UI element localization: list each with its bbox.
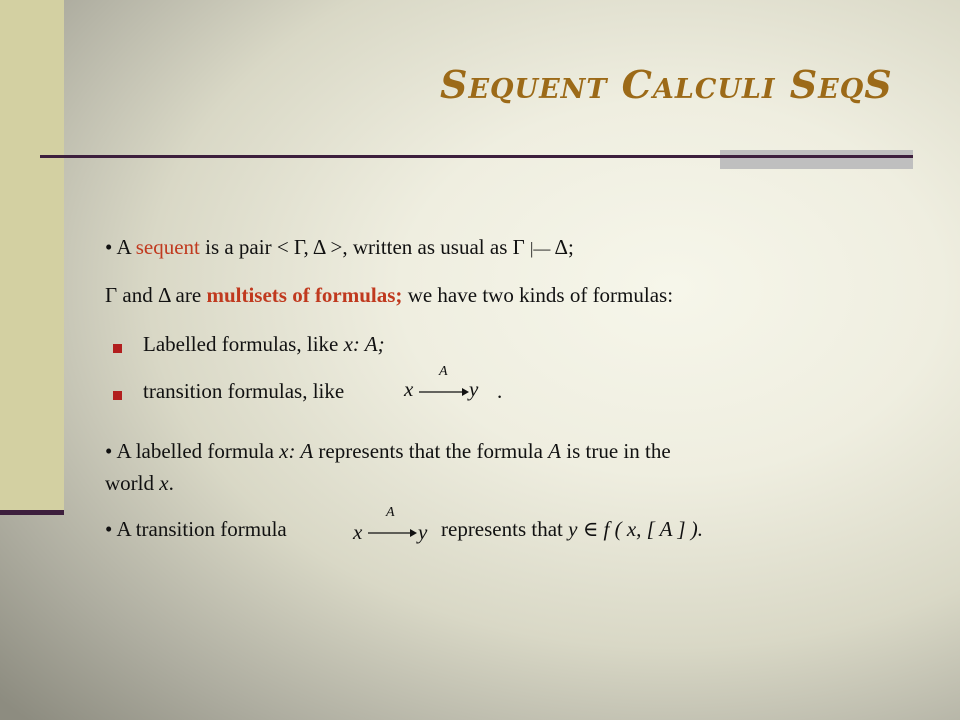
bullet-sequent — [105, 235, 574, 260]
bullet-transition-formula — [105, 517, 287, 542]
bullet2-line2-start: world — [105, 471, 160, 495]
square-bullet-icon — [113, 344, 122, 353]
bullet1-end: Δ; — [550, 235, 574, 259]
square-bullet-icon — [113, 391, 122, 400]
line2-end: we have two kinds of formulas: — [402, 283, 674, 307]
sub2-text: transition formulas, like — [143, 379, 345, 403]
bullet2-line2-var: x — [159, 471, 169, 495]
bullet-labelled-formula — [105, 439, 671, 464]
bullet3-label: A — [386, 505, 395, 520]
sub2-end: . — [497, 379, 503, 403]
bullet2-formula: x: A — [279, 439, 314, 463]
sub1-text: Labelled formulas, like — [143, 332, 344, 356]
transition-arrow-icon — [418, 384, 470, 398]
sub2-x: x — [404, 377, 414, 401]
sub-item-labelled — [143, 332, 385, 357]
sub2-label: A — [439, 364, 448, 379]
line2-start: Γ and Δ are — [105, 283, 207, 307]
sub-item-transition — [143, 379, 344, 404]
term-sequent: sequent — [135, 235, 200, 259]
term-multisets: multisets of formulas; — [206, 283, 403, 307]
bullet2-end: is true in the — [561, 439, 671, 463]
slide-title: Sequent Calculi SeqS — [440, 62, 893, 107]
bullet3-prefix: • A transition formula — [105, 517, 287, 541]
bullet1-prefix: • A — [105, 235, 136, 259]
bullet1-mid: is a pair < Γ, Δ >, written as usual as Γ — [199, 235, 531, 259]
bullet3-suffix: represents that — [441, 517, 569, 541]
turnstile-symbol: |— — [530, 239, 551, 258]
bullet2-mid: represents that the formula — [313, 439, 549, 463]
transition-arrow-icon — [367, 525, 419, 539]
sub2-y: y — [469, 377, 479, 401]
left-decorative-bar — [0, 0, 64, 512]
left-bar-accent — [0, 510, 64, 515]
title-rule-block — [720, 150, 913, 169]
bullet3-description — [441, 517, 703, 542]
bullet2-line2-end: . — [168, 471, 174, 495]
bullet2-prefix: • A labelled formula — [105, 439, 280, 463]
bullet-labelled-formula-cont — [105, 471, 174, 496]
title-rule — [40, 155, 913, 158]
bullet2-var: A — [548, 439, 561, 463]
sub1-formula: x: A; — [343, 332, 385, 356]
multisets-line — [105, 283, 673, 308]
bullet3-y: y — [418, 520, 428, 544]
bullet3-formula: y ∈ f ( x, [ A ] ). — [568, 517, 704, 541]
bullet3-x: x — [353, 520, 363, 544]
